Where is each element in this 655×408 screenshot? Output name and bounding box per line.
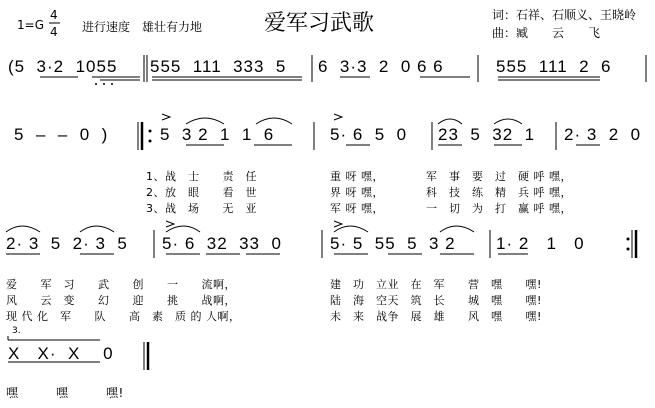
score-measure: 5 3 2 1 1 6 — [160, 125, 275, 144]
lyric-ending: 嘿 嘿 嘿! — [6, 386, 124, 400]
score-measure: 555 111 333 5 — [150, 57, 287, 76]
song-title: 爱军习武歌 — [264, 11, 375, 36]
time-signature-bottom: 4 — [50, 25, 58, 39]
lyric-verse-1c: 军 事 要 过 硬 呼 嘿， — [426, 170, 572, 183]
lyric-verse-2c: 科 技 练 精 兵 呼 嘿， — [426, 186, 572, 199]
score-measure: 6 3·3 2 0 6 6 — [318, 57, 444, 76]
lyricist-credit: 词：石祥、石顺义、王晓岭 — [492, 8, 637, 22]
lyric-chorus-2a: 风 云 变 幻 迎 挑 战啊， — [6, 294, 236, 307]
key-signature: 1=G — [17, 18, 44, 32]
lyric-verse-2b: 界 呀 嘿， — [330, 186, 384, 199]
score-measure: 2· 3 2 0 — [564, 125, 642, 144]
composer-credit: 曲：臧 云 飞 — [492, 26, 601, 40]
score-measure: 5· 6 5 0 — [330, 125, 408, 144]
lyric-verse-1b: 重 呀 嘿， — [330, 170, 384, 183]
score-measure: 5· 6 32 33 0 — [162, 234, 282, 253]
ending-number: 3. — [12, 326, 21, 336]
lyric-chorus-1b: 建 功 立业 在 军 营 嘿 嘿! — [330, 278, 542, 291]
time-signature-top: 4 — [50, 8, 58, 22]
score-measure: 5 – – 0 ) — [14, 125, 109, 144]
lyric-verse-2a: 2、放 眼 看 世 — [146, 186, 257, 199]
score-measure: 555 111 2 6 — [496, 57, 612, 76]
score-measure: X X· X 0 — [8, 344, 114, 363]
lyric-verse-3c: 一 切 为 打 赢 呼 嘿， — [426, 202, 572, 215]
lyric-chorus-2b: 陆 海 空天 筑 长 城 嘿 嘿! — [330, 294, 542, 307]
lyric-chorus-3b: 未 来 战争 展 雄 风 嘿 嘿! — [330, 310, 542, 323]
score-measure: 2· 3 5 2· 3 5 — [6, 234, 128, 253]
expression-marking: 雄壮有力地 — [142, 20, 203, 34]
score-measure: 23 5 32 1 — [438, 125, 536, 144]
lyric-verse-3b: 军 呀 嘿， — [330, 202, 384, 215]
lyric-chorus-1a: 爱 军 习 武 创 一 流啊， — [6, 278, 236, 291]
lyric-verse-1a: 1、战 士 责 任 — [146, 170, 257, 183]
lyric-verse-3a: 3、战 场 无 亚 — [146, 202, 257, 215]
score-measure: 1· 2 1 0 — [496, 234, 585, 253]
tempo-marking: 进行速度 — [82, 20, 131, 34]
lyric-chorus-3a: 现 代 化 军 队 高 素 质 的 人啊， — [6, 310, 241, 323]
score-measure: 5· 5 55 5 3 2 — [330, 234, 456, 253]
score-measure: (5 3·2 1055 — [8, 57, 118, 76]
